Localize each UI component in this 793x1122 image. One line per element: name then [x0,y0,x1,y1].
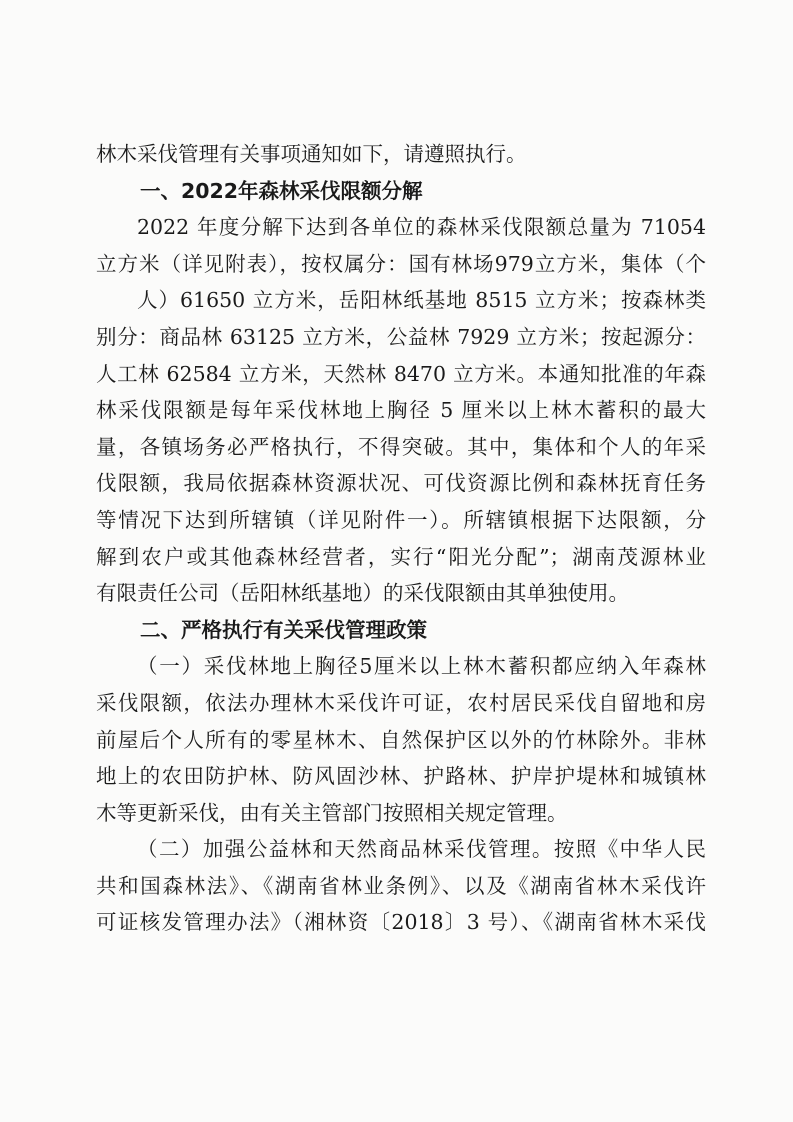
section-heading: 二、严格执行有关采伐管理政策 [140,617,427,642]
paragraph-line: 量，各镇场务必严格执行，不得突破。其中，集体和个人的年采 [96,434,706,459]
paragraph-line: 等情况下达到所辖镇（详见附件一）。所辖镇根据下达限额，分 [96,507,706,532]
paragraph-line: 有限责任公司（岳阳林纸基地）的采伐限额由其单独使用。 [96,581,629,606]
paragraph-line: 共和国森林法》、《湖南省林业条例》、以及《湖南省林木采伐许 [96,873,706,898]
paragraph-line: 立方米（详见附表），按权属分：国有林场979立方米，集体（个 [96,251,706,276]
paragraph-line: （二）加强公益林和天然商品林采伐管理。按照《中华人民 [137,837,706,862]
paragraph-line: 林木采伐管理有关事项通知如下，请遵照执行。 [96,142,527,166]
paragraph-line: （一）采伐林地上胸径5厘米以上林木蓄积都应纳入年森林 [137,654,706,679]
paragraph-line: 伐限额，我局依据森林资源状况、可伐资源比例和森林抚育任务 [96,471,706,496]
paragraph-line: 解到农户或其他森林经营者，实行“阳光分配”；湖南茂源林业 [96,544,706,569]
paragraph-line: 别分：商品林 63125 立方米，公益林 7929 立方米；按起源分： [96,324,706,349]
paragraph-line: 采伐限额，依法办理林木采伐许可证，农村居民采伐自留地和房 [96,690,706,715]
paragraph-line: 木等更新采伐，由有关主管部门按照相关规定管理。 [96,800,568,825]
paragraph-line: 2022 年度分解下达到各单位的森林采伐限额总量为 71054 [137,215,706,240]
document-body [96,136,706,941]
paragraph-line: 林采伐限额是每年采伐林地上胸径 5 厘米以上林木蓄积的最大 [96,398,706,423]
paragraph-line: 地上的农田防护林、防风固沙林、护路林、护岸护堤林和城镇林 [96,764,706,789]
paragraph-line: 人）61650 立方米，岳阳林纸基地 8515 立方米；按森林类 [137,288,706,313]
paragraph-line: 前屋后个人所有的零星林木、自然保护区以外的竹林除外。非林 [96,727,706,752]
section-heading: 一、2022年森林采伐限额分解 [140,178,423,203]
paragraph-line: 人工林 62584 立方米，天然林 8470 立方米。本通知批准的年森 [96,361,706,386]
paragraph-line: 可证核发管理办法》（湘林资〔2018〕3 号）、《湖南省林木采伐 [96,910,706,935]
